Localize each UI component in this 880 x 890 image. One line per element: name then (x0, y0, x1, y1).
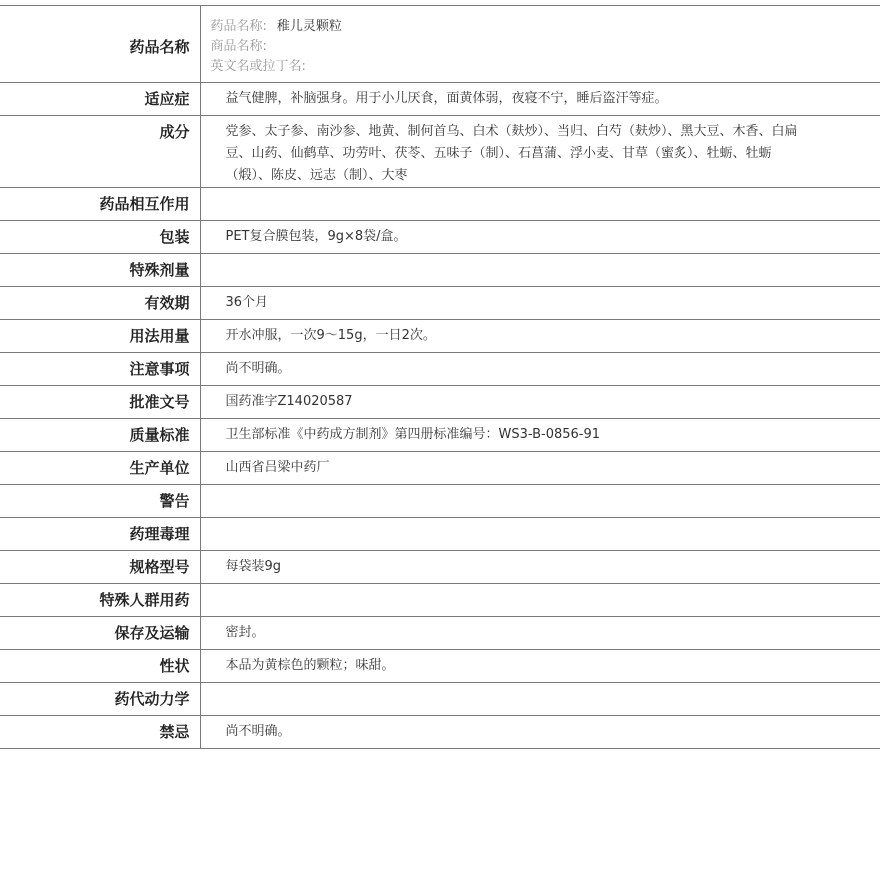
table-row-warning (0, 485, 880, 518)
table-row-interactions (0, 188, 880, 221)
row-label: 保存及运输 (0, 617, 200, 650)
row-value (200, 188, 880, 221)
row-label: 有效期 (0, 287, 200, 320)
row-label: 特殊人群用药 (0, 584, 200, 617)
table-row-description (0, 650, 880, 683)
table-row-special-dosage (0, 254, 880, 287)
table-row-drug-name (0, 6, 880, 83)
row-label: 药理毒理 (0, 518, 200, 551)
row-value: 36个月 (200, 287, 880, 320)
table-row-packaging (0, 221, 880, 254)
row-value: 密封。 (200, 617, 880, 650)
drug-name-cell (200, 6, 880, 83)
table-row-shelf-life (0, 287, 880, 320)
row-label: 药品相互作用 (0, 188, 200, 221)
table-row-contraindications (0, 716, 880, 749)
row-value (200, 485, 880, 518)
row-value: 每袋装9g (200, 551, 880, 584)
drug-info-table (0, 5, 880, 749)
table-row-precautions (0, 353, 880, 386)
trade-name-line (211, 37, 801, 57)
table-row-pharmacology-toxicology (0, 518, 880, 551)
row-label: 警告 (0, 485, 200, 518)
row-value: PET复合膜包装，9g×8袋/盒。 (200, 221, 880, 254)
row-label: 药代动力学 (0, 683, 200, 716)
english-name-line (211, 57, 801, 77)
row-label: 用法用量 (0, 320, 200, 353)
row-label: 适应症 (0, 83, 200, 116)
table-row-indications (0, 83, 880, 116)
row-value: 尚不明确。 (200, 716, 880, 749)
generic-name-key: 药品名称: (210, 19, 267, 34)
row-value: 本品为黄棕色的颗粒；味甜。 (200, 650, 880, 683)
row-label: 批准文号 (0, 386, 200, 419)
table-row-manufacturer (0, 452, 880, 485)
generic-name-line (211, 17, 801, 37)
row-label: 特殊剂量 (0, 254, 200, 287)
row-label: 禁忌 (0, 716, 200, 749)
row-value: 尚不明确。 (200, 353, 880, 386)
row-label: 注意事项 (0, 353, 200, 386)
row-value (200, 518, 880, 551)
generic-name-value: 稚儿灵颗粒 (276, 19, 342, 34)
row-value (200, 584, 880, 617)
english-name-key: 英文名或拉丁名: (210, 59, 306, 74)
row-value: 卫生部标准《中药成方制剂》第四册标准编号：WS3-B-0856-91 (200, 419, 880, 452)
table-row-approval-number (0, 386, 880, 419)
row-label: 药品名称 (0, 6, 200, 83)
row-label: 生产单位 (0, 452, 200, 485)
row-value: 开水冲服，一次9～15g，一日2次。 (200, 320, 880, 353)
table-row-quality-standard (0, 419, 880, 452)
table-row-storage-transport (0, 617, 880, 650)
row-label: 质量标准 (0, 419, 200, 452)
table-row-pharmacokinetics (0, 683, 880, 716)
table-row-special-populations (0, 584, 880, 617)
row-label: 成分 (0, 116, 200, 188)
row-value: 党参、太子参、南沙参、地黄、制何首乌、白术（麸炒）、当归、白芍（麸炒）、黑大豆、木香、白扁豆、山药、仙鹤草、功劳叶、茯苓、五味子（制）、石菖蒲、浮小麦、甘草（蜜炙）、牡蛎、牡蛎（煅）、陈皮、远志（制）、大枣 (200, 116, 880, 188)
row-value: 益气健脾，补脑强身。用于小儿厌食，面黄体弱，夜寝不宁，睡后盗汗等症。 (200, 83, 880, 116)
table-row-usage-dosage (0, 320, 880, 353)
row-value (200, 683, 880, 716)
row-label: 包装 (0, 221, 200, 254)
row-value: 山西省吕梁中药厂 (200, 452, 880, 485)
row-value (200, 254, 880, 287)
row-label: 规格型号 (0, 551, 200, 584)
trade-name-key: 商品名称: (210, 39, 267, 54)
table-row-ingredients (0, 116, 880, 188)
row-label: 性状 (0, 650, 200, 683)
table-row-specification (0, 551, 880, 584)
row-value: 国药准字Z14020587 (200, 386, 880, 419)
